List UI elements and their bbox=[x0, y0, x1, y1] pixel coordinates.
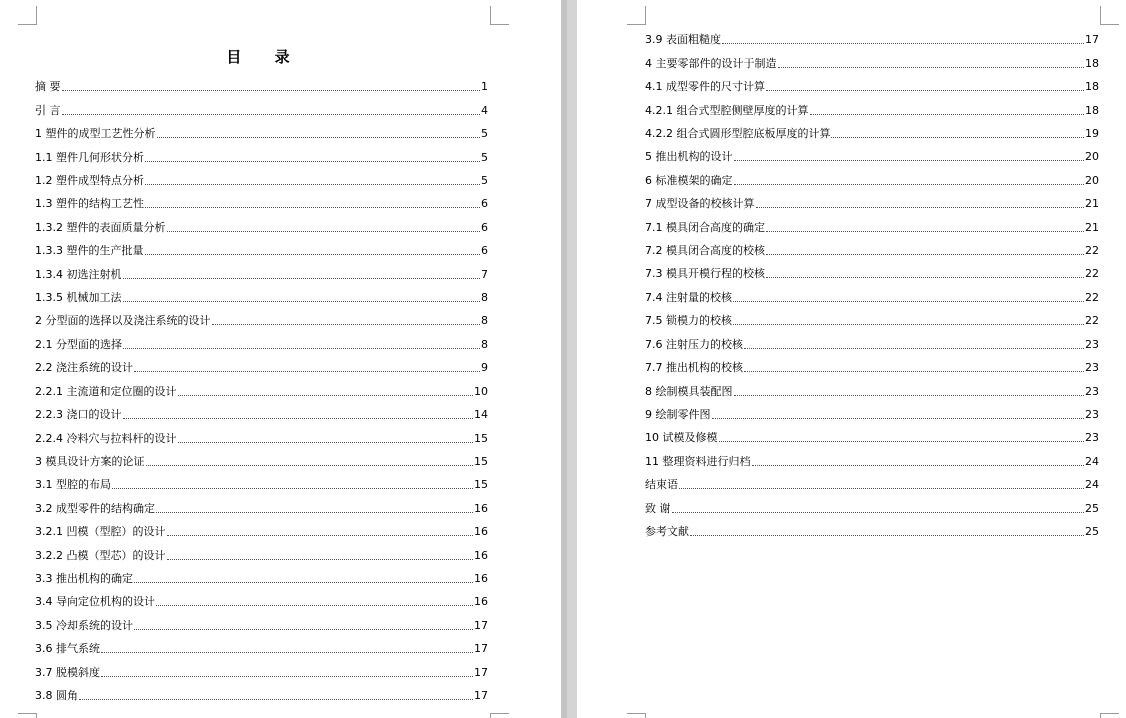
crop-mark-top-left bbox=[627, 6, 646, 25]
toc-dot-leader bbox=[167, 534, 474, 536]
toc-entry[interactable] bbox=[645, 282, 1099, 305]
toc-entry-label: 4.2.2 组合式圆形型腔底板厚度的计算 bbox=[645, 127, 831, 141]
page-gutter bbox=[561, 0, 577, 718]
toc-entry[interactable] bbox=[35, 587, 488, 610]
toc-dot-leader bbox=[145, 160, 480, 162]
toc-entry-label: 3.9 表面粗糙度 bbox=[645, 33, 721, 47]
toc-entry[interactable] bbox=[35, 447, 488, 470]
crop-mark-top-right bbox=[1100, 6, 1119, 25]
toc-dot-leader bbox=[134, 581, 473, 583]
toc-entry-label: 2.2.1 主流道和定位圈的设计 bbox=[35, 384, 177, 398]
toc-entry-label: 1.3 塑件的结构工艺性 bbox=[35, 197, 144, 211]
document-page-left bbox=[0, 0, 561, 718]
toc-entry[interactable] bbox=[645, 517, 1099, 540]
toc-entry[interactable] bbox=[645, 25, 1099, 48]
toc-entry-label: 1.3.2 塑件的表面质量分析 bbox=[35, 220, 166, 234]
toc-entry-page-number: 5 bbox=[481, 127, 488, 141]
crop-mark-bottom-right bbox=[1100, 713, 1119, 718]
toc-entry-page-number: 24 bbox=[1085, 478, 1099, 492]
toc-dot-leader bbox=[123, 300, 481, 302]
toc-entry-page-number: 5 bbox=[481, 174, 488, 188]
toc-dot-leader bbox=[62, 113, 481, 115]
toc-entry-label: 2.2.3 浇口的设计 bbox=[35, 408, 122, 422]
toc-entry[interactable] bbox=[35, 400, 488, 423]
toc-entry-page-number: 18 bbox=[1085, 80, 1099, 94]
toc-entry-page-number: 17 bbox=[474, 688, 488, 702]
toc-entry[interactable] bbox=[35, 517, 488, 540]
toc-entry[interactable] bbox=[645, 119, 1099, 142]
toc-entry[interactable] bbox=[35, 259, 488, 282]
toc-entry[interactable] bbox=[35, 634, 488, 657]
toc-entry-label: 1.3.3 塑件的生产批量 bbox=[35, 244, 144, 258]
toc-dot-leader bbox=[744, 370, 1084, 372]
toc-entry[interactable] bbox=[645, 400, 1099, 423]
toc-dot-leader bbox=[167, 558, 474, 560]
toc-entry-page-number: 6 bbox=[481, 197, 488, 211]
toc-dot-leader bbox=[722, 42, 1084, 44]
toc-entry-label: 7.1 模具闭合高度的确定 bbox=[645, 220, 765, 234]
toc-entry[interactable] bbox=[645, 353, 1099, 376]
toc-dot-leader bbox=[145, 206, 480, 208]
toc-entry-label: 参考文献 bbox=[645, 524, 689, 538]
toc-entry[interactable] bbox=[35, 95, 488, 118]
toc-entry-page-number: 24 bbox=[1085, 454, 1099, 468]
toc-entry[interactable] bbox=[645, 212, 1099, 235]
toc-entry[interactable] bbox=[645, 470, 1099, 493]
toc-entry-label: 7.6 注射压力的校核 bbox=[645, 337, 743, 351]
toc-entry-page-number: 23 bbox=[1085, 407, 1099, 421]
toc-dot-leader bbox=[101, 651, 473, 653]
toc-entry-page-number: 7 bbox=[481, 267, 488, 281]
toc-entry-label: 3.2.1 凹模（型腔）的设计 bbox=[35, 525, 166, 539]
toc-entry[interactable] bbox=[35, 236, 488, 259]
toc-entry-label: 2.2 浇注系统的设计 bbox=[35, 361, 133, 375]
toc-dot-leader bbox=[146, 464, 474, 466]
toc-entry-label: 2.1 分型面的选择 bbox=[35, 337, 122, 351]
toc-entry-label: 7.2 模具闭合高度的校核 bbox=[645, 244, 765, 258]
toc-entry-label: 10 试模及修模 bbox=[645, 431, 718, 445]
toc-entry-page-number: 5 bbox=[481, 150, 488, 164]
toc-entry[interactable] bbox=[645, 259, 1099, 282]
toc-entry[interactable] bbox=[35, 657, 488, 680]
toc-entry[interactable] bbox=[35, 166, 488, 189]
toc-entry-page-number: 15 bbox=[474, 431, 488, 445]
toc-entry[interactable] bbox=[35, 423, 488, 446]
toc-dot-leader bbox=[101, 675, 473, 677]
toc-entry-label: 6 标准模架的确定 bbox=[645, 173, 733, 187]
toc-entry-page-number: 22 bbox=[1085, 244, 1099, 258]
toc-entry-label: 1.3.4 初选注射机 bbox=[35, 267, 122, 281]
toc-entry-label: 7 成型设备的校核计算 bbox=[645, 197, 755, 211]
toc-entry-page-number: 16 bbox=[474, 571, 488, 585]
toc-entry-page-number: 8 bbox=[481, 291, 488, 305]
crop-mark-top-left bbox=[18, 6, 37, 25]
document-page-right bbox=[577, 0, 1126, 718]
toc-entry-page-number: 4 bbox=[481, 103, 488, 117]
toc-entry[interactable] bbox=[645, 95, 1099, 118]
toc-entry-page-number: 9 bbox=[481, 361, 488, 375]
toc-entry[interactable] bbox=[35, 119, 488, 142]
toc-dot-leader bbox=[62, 89, 481, 91]
toc-entry-label: 7.7 推出机构的校核 bbox=[645, 361, 743, 375]
toc-dot-leader bbox=[733, 323, 1084, 325]
toc-entry-label: 3.3 推出机构的确定 bbox=[35, 571, 133, 585]
toc-entry-page-number: 17 bbox=[474, 642, 488, 656]
toc-entry-page-number: 23 bbox=[1085, 361, 1099, 375]
toc-entry-label: 1.1 塑件几何形状分析 bbox=[35, 150, 144, 164]
toc-entry-page-number: 16 bbox=[474, 501, 488, 515]
toc-list-left bbox=[35, 72, 488, 704]
toc-entry[interactable] bbox=[35, 610, 488, 633]
toc-entry-label: 结束语 bbox=[645, 478, 678, 492]
toc-entry[interactable] bbox=[35, 493, 488, 516]
toc-entry-page-number: 17 bbox=[474, 618, 488, 632]
toc-entry-label: 3.7 脱模斜度 bbox=[35, 665, 100, 679]
toc-dot-leader bbox=[712, 417, 1085, 419]
toc-title: 目 录 bbox=[226, 48, 304, 66]
toc-dot-leader bbox=[123, 277, 481, 279]
toc-entry-page-number: 19 bbox=[1085, 127, 1099, 141]
toc-entry[interactable] bbox=[35, 681, 488, 704]
toc-entry-page-number: 8 bbox=[481, 337, 488, 351]
toc-entry[interactable] bbox=[645, 72, 1099, 95]
crop-mark-bottom-left bbox=[18, 713, 37, 718]
toc-dot-leader bbox=[831, 136, 1084, 138]
toc-dot-leader bbox=[123, 417, 474, 419]
toc-entry-label: 5 推出机构的设计 bbox=[645, 150, 733, 164]
toc-dot-leader bbox=[778, 66, 1085, 68]
toc-entry-label: 3.2.2 凸模（型芯）的设计 bbox=[35, 548, 166, 562]
toc-entry-page-number: 16 bbox=[474, 548, 488, 562]
toc-dot-leader bbox=[690, 534, 1084, 536]
toc-entry-label: 摘 要 bbox=[35, 80, 61, 94]
toc-entry-label: 4.2.1 组合式型腔侧壁厚度的计算 bbox=[645, 103, 809, 117]
toc-dot-leader bbox=[766, 276, 1084, 278]
toc-dot-leader bbox=[178, 394, 474, 396]
toc-entry-page-number: 18 bbox=[1085, 103, 1099, 117]
toc-entry[interactable] bbox=[35, 72, 488, 95]
toc-entry[interactable] bbox=[645, 306, 1099, 329]
toc-dot-leader bbox=[752, 464, 1085, 466]
toc-entry-label: 7.3 模具开模行程的校核 bbox=[645, 267, 765, 281]
toc-dot-leader bbox=[672, 511, 1085, 513]
toc-entry-label: 1.2 塑件成型特点分析 bbox=[35, 174, 144, 188]
toc-entry-page-number: 25 bbox=[1085, 524, 1099, 538]
toc-entry-page-number: 18 bbox=[1085, 56, 1099, 70]
toc-entry[interactable] bbox=[35, 142, 488, 165]
toc-dot-leader bbox=[145, 253, 481, 255]
toc-entry-page-number: 22 bbox=[1085, 314, 1099, 328]
toc-entry-page-number: 17 bbox=[1085, 33, 1099, 47]
toc-entry[interactable] bbox=[645, 48, 1099, 71]
toc-entry-label: 3.6 排气系统 bbox=[35, 642, 100, 656]
toc-dot-leader bbox=[734, 394, 1085, 396]
toc-dot-leader bbox=[766, 89, 1084, 91]
toc-entry-page-number: 21 bbox=[1085, 197, 1099, 211]
toc-dot-leader bbox=[167, 230, 481, 232]
toc-entry[interactable] bbox=[645, 142, 1099, 165]
toc-entry-label: 致 谢 bbox=[645, 501, 671, 515]
toc-entry-label: 3.2 成型零件的结构确定 bbox=[35, 501, 155, 515]
toc-entry-label: 11 整理资料进行归档 bbox=[645, 454, 751, 468]
toc-entry[interactable] bbox=[645, 236, 1099, 259]
toc-entry-page-number: 20 bbox=[1085, 173, 1099, 187]
toc-dot-leader bbox=[733, 300, 1084, 302]
toc-entry-page-number: 1 bbox=[481, 80, 488, 94]
toc-entry-label: 3 模具设计方案的论证 bbox=[35, 454, 145, 468]
toc-entry-label: 3.8 圆角 bbox=[35, 688, 78, 702]
toc-dot-leader bbox=[734, 183, 1085, 185]
toc-entry[interactable] bbox=[645, 165, 1099, 188]
toc-entry[interactable] bbox=[645, 446, 1099, 469]
toc-entry-label: 1 塑件的成型工艺性分析 bbox=[35, 127, 156, 141]
toc-dot-leader bbox=[756, 206, 1085, 208]
toc-entry-label: 7.4 注射量的校核 bbox=[645, 290, 732, 304]
toc-entry[interactable] bbox=[35, 564, 488, 587]
toc-entry[interactable] bbox=[35, 189, 488, 212]
toc-dot-leader bbox=[112, 487, 473, 489]
toc-entry-page-number: 8 bbox=[481, 314, 488, 328]
toc-entry[interactable] bbox=[35, 540, 488, 563]
toc-entry-page-number: 15 bbox=[474, 478, 488, 492]
toc-entry[interactable] bbox=[645, 493, 1099, 516]
toc-entry[interactable] bbox=[35, 376, 488, 399]
toc-entry-page-number: 22 bbox=[1085, 290, 1099, 304]
toc-entry-label: 3.4 导向定位机构的设计 bbox=[35, 595, 155, 609]
toc-dot-leader bbox=[157, 136, 481, 138]
crop-mark-bottom-right bbox=[490, 713, 509, 718]
toc-entry-page-number: 6 bbox=[481, 220, 488, 234]
toc-dot-leader bbox=[123, 347, 480, 349]
toc-dot-leader bbox=[766, 253, 1084, 255]
crop-mark-bottom-left bbox=[627, 713, 646, 718]
toc-entry-label: 4.1 成型零件的尺寸计算 bbox=[645, 80, 765, 94]
toc-list-right bbox=[645, 25, 1099, 540]
toc-entry-label: 7.5 锁模力的校核 bbox=[645, 314, 732, 328]
toc-dot-leader bbox=[156, 604, 473, 606]
toc-dot-leader bbox=[212, 323, 481, 325]
toc-entry-label: 8 绘制模具装配图 bbox=[645, 384, 733, 398]
toc-entry-page-number: 22 bbox=[1085, 267, 1099, 281]
toc-entry[interactable] bbox=[35, 470, 488, 493]
toc-dot-leader bbox=[734, 159, 1085, 161]
toc-entry[interactable] bbox=[645, 423, 1099, 446]
toc-dot-leader bbox=[744, 347, 1084, 349]
toc-dot-leader bbox=[145, 183, 480, 185]
toc-entry-page-number: 6 bbox=[481, 244, 488, 258]
toc-dot-leader bbox=[156, 511, 473, 513]
toc-entry-label: 9 绘制零件图 bbox=[645, 407, 711, 421]
toc-entry-page-number: 23 bbox=[1085, 384, 1099, 398]
toc-entry-page-number: 16 bbox=[474, 595, 488, 609]
toc-entry[interactable] bbox=[645, 329, 1099, 352]
toc-entry[interactable] bbox=[35, 329, 488, 352]
toc-entry-page-number: 20 bbox=[1085, 150, 1099, 164]
toc-entry-page-number: 14 bbox=[474, 408, 488, 422]
toc-entry[interactable] bbox=[35, 306, 488, 329]
toc-entry[interactable] bbox=[35, 353, 488, 376]
toc-entry-label: 4 主要零部件的设计于制造 bbox=[645, 56, 777, 70]
toc-dot-leader bbox=[79, 698, 473, 700]
toc-entry-label: 引 言 bbox=[35, 103, 61, 117]
toc-entry-label: 2.2.4 冷料穴与拉料杆的设计 bbox=[35, 431, 177, 445]
toc-dot-leader bbox=[134, 370, 480, 372]
toc-dot-leader bbox=[719, 440, 1085, 442]
toc-entry-page-number: 15 bbox=[474, 454, 488, 468]
toc-entry-page-number: 16 bbox=[474, 525, 488, 539]
toc-dot-leader bbox=[178, 441, 474, 443]
toc-entry[interactable] bbox=[645, 376, 1099, 399]
toc-entry[interactable] bbox=[35, 283, 488, 306]
crop-mark-top-right bbox=[490, 6, 509, 25]
toc-entry-page-number: 23 bbox=[1085, 337, 1099, 351]
toc-entry[interactable] bbox=[35, 212, 488, 235]
toc-entry-label: 3.5 冷却系统的设计 bbox=[35, 618, 133, 632]
toc-entry-label: 2 分型面的选择以及浇注系统的设计 bbox=[35, 314, 211, 328]
toc-entry-page-number: 21 bbox=[1085, 220, 1099, 234]
toc-dot-leader bbox=[766, 230, 1084, 232]
toc-entry[interactable] bbox=[645, 189, 1099, 212]
toc-entry-page-number: 25 bbox=[1085, 501, 1099, 515]
toc-entry-page-number: 17 bbox=[474, 665, 488, 679]
toc-entry-label: 3.1 型腔的布局 bbox=[35, 478, 111, 492]
toc-entry-page-number: 23 bbox=[1085, 431, 1099, 445]
toc-dot-leader bbox=[134, 628, 473, 630]
toc-dot-leader bbox=[810, 113, 1085, 115]
toc-dot-leader bbox=[679, 487, 1084, 489]
toc-entry-label: 1.3.5 机械加工法 bbox=[35, 291, 122, 305]
toc-entry-page-number: 10 bbox=[474, 384, 488, 398]
